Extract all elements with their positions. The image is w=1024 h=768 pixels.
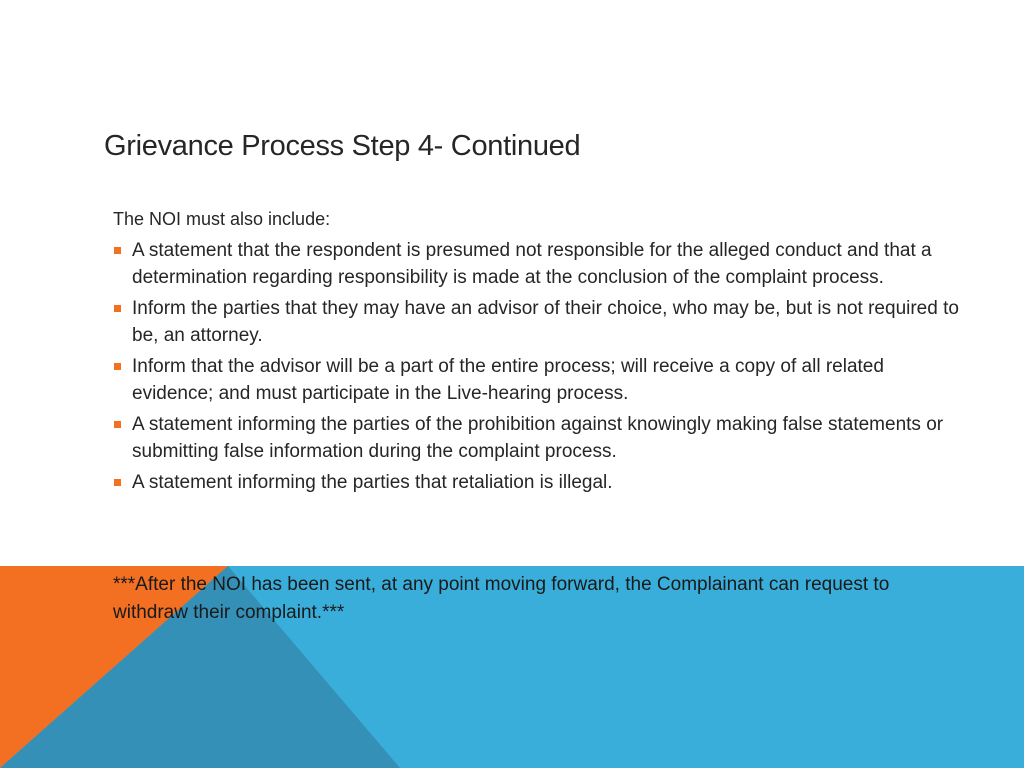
- slide-body: [113, 206, 963, 500]
- list-item-text: A statement informing the parties of the prohibition against knowingly making false statements or submitting false information during the complaint process.: [132, 414, 944, 462]
- list-item-text: Inform the parties that they may have an advisor of their choice, who may be, but is not required to be, an attorney.: [132, 298, 959, 346]
- withdrawal-note: ***After the NOI has been sent, at any point moving forward, the Complainant can request to withdraw their complaint.***: [113, 574, 890, 623]
- list-item: [113, 295, 963, 349]
- square-bullet-icon: [114, 247, 121, 254]
- list-item: [113, 411, 963, 465]
- square-bullet-icon: [114, 479, 121, 486]
- list-item: [113, 237, 963, 291]
- bullet-list: [113, 237, 963, 496]
- page-title: Grievance Process Step 4- Continued: [104, 130, 581, 162]
- list-item: [113, 469, 963, 496]
- square-bullet-icon: [114, 305, 121, 312]
- square-bullet-icon: [114, 421, 121, 428]
- list-item-text: A statement informing the parties that retaliation is illegal.: [132, 472, 613, 493]
- square-bullet-icon: [114, 363, 121, 370]
- list-item: [113, 353, 963, 407]
- intro-text: The NOI must also include:: [113, 209, 331, 229]
- list-item-text: Inform that the advisor will be a part of the entire process; will receive a copy of all related evidence; and must participate in the Live-hearing process.: [132, 356, 884, 404]
- list-item-text: A statement that the respondent is presumed not responsible for the alleged conduct and that a determination regarding responsibility is made at the conclusion of the complaint process.: [132, 240, 932, 288]
